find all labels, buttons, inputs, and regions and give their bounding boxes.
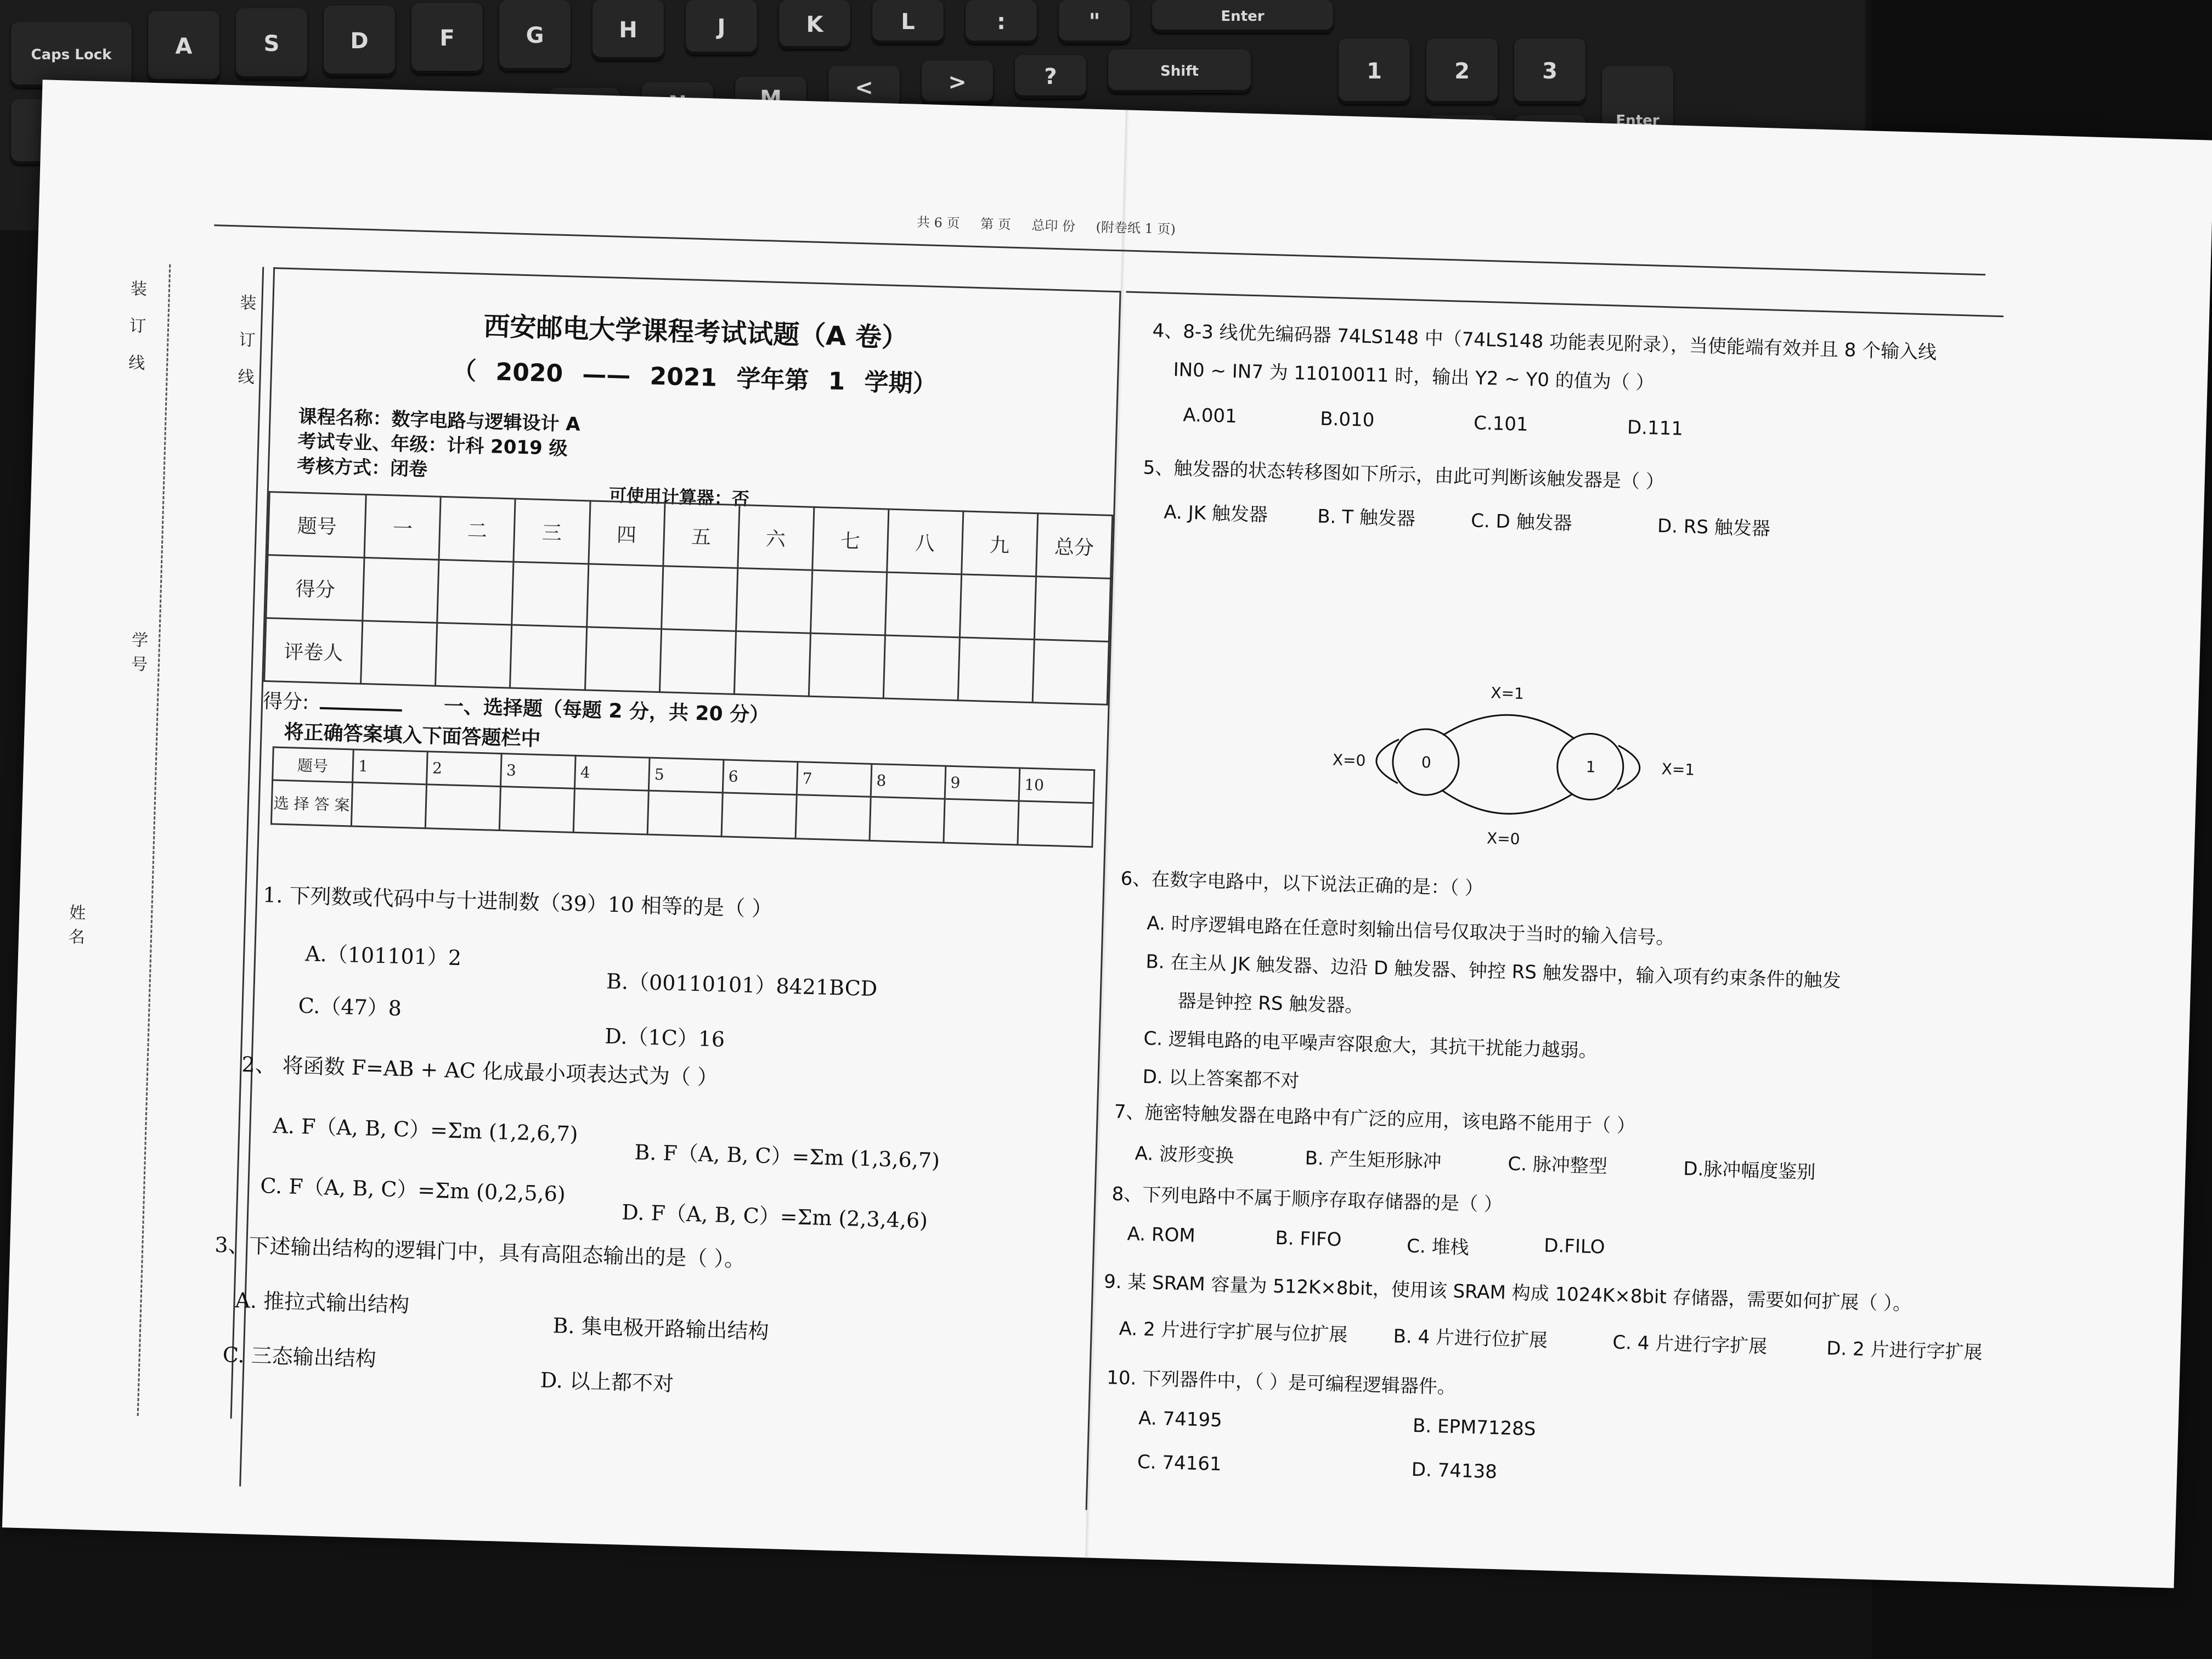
question-4-line2: IN0 ~ IN7 为 11010011 时，输出 Y2 ~ Y0 的值为（ ） [1173, 358, 1655, 394]
key: M [735, 77, 806, 121]
option: D.FILO [1543, 1234, 1605, 1259]
option: C. F（A, B, C）=Σm (0,2,5,6) [259, 1173, 566, 1206]
option: A. ROM [1127, 1223, 1196, 1247]
option: C.（47）8 [298, 993, 402, 1021]
numpad-key: 2 [1426, 38, 1498, 104]
name-label: 姓名 [65, 904, 86, 952]
option: B. 4 片进行位扩展 [1393, 1325, 1548, 1352]
option: B.010 [1319, 408, 1375, 432]
key: F [411, 3, 483, 74]
option: A. 2 片进行字扩展与位扩展 [1119, 1317, 1348, 1346]
section1-title: 一、选择题（每题 2 分，共 20 分） [443, 695, 770, 727]
question-4: 4、8-3 线优先编码器 74LS148 中（74LS148 功能表见附录），当使能端有效并且 8 个输入线 [1152, 319, 1937, 364]
question-1: 1. 下列数或代码中与十进制数（39）10 相等的是（ ） [262, 883, 773, 921]
binding-label: 装 订 线 [234, 294, 256, 393]
option: A. F（A, B, C）=Σm (1,2,6,7) [272, 1113, 579, 1147]
option: D.脉冲幅度鉴别 [1683, 1158, 1816, 1184]
option: A. 波形变换 [1135, 1142, 1234, 1167]
page-meta: 共 6 页 第 页 总印 份 (附卷纸 1 页) [916, 214, 1176, 237]
arc-bottom-label: X=0 [1486, 829, 1520, 848]
question-8: 8、下列电路中不属于顺序存取存储器的是（ ） [1111, 1183, 1503, 1216]
arc-top-label: X=1 [1490, 684, 1525, 703]
numpad-key: 3 [1514, 38, 1585, 104]
option: 器是钟控 RS 触发器。 [1177, 990, 1364, 1018]
question-9: 9. 某 SRAM 容量为 512K×8bit，使用该 SRAM 构成 1024K×8bit 存储器，需要如何扩展（ ）。 [1103, 1271, 1912, 1316]
numpad-key: 1 [1339, 38, 1410, 104]
left-page [214, 267, 1121, 1510]
option: B. T 触发器 [1317, 505, 1416, 531]
option: C. D 触发器 [1470, 510, 1573, 535]
arc-1-to-0 [1441, 790, 1573, 816]
option: B. F（A, B, C）=Σm (1,3,6,7) [634, 1140, 940, 1173]
option: A. 74195 [1138, 1407, 1223, 1432]
option: B. 集电极开路输出结构 [552, 1313, 770, 1344]
option: D. 2 片进行字扩展 [1826, 1337, 1983, 1364]
question-2: 2、 将函数 F=AB + AC 化成最小项表达式为（ ） [241, 1052, 719, 1090]
key: " [1059, 0, 1130, 44]
key: K [779, 0, 850, 49]
section1-score: 得分: [263, 686, 414, 718]
option: D. 以上答案都不对 [1142, 1065, 1300, 1092]
option: C. 74161 [1137, 1451, 1222, 1476]
state-0-label: 0 [1421, 753, 1432, 772]
option: C. 脉冲整型 [1507, 1153, 1608, 1178]
key-caps-lock: Caps Lock [11, 22, 132, 88]
exam-method: 考核方式：闭卷 [296, 455, 428, 481]
key: > [922, 60, 993, 104]
key: < [828, 66, 900, 110]
option: A. 推拉式输出结构 [235, 1288, 410, 1317]
exam-term: （ 2020 —— 2021 学年第 1 学期） [452, 357, 938, 398]
question-7: 7、施密特触发器在电路中有广泛的应用，该电路不能用于（ ） [1114, 1101, 1636, 1138]
option: C. 三态输出结构 [222, 1342, 377, 1372]
key: A [148, 11, 219, 82]
exam-major: 考试专业、年级：计科 2019 级 [297, 430, 568, 460]
option: A. JK 触发器 [1163, 501, 1268, 526]
key: J [686, 0, 757, 55]
option: D. 74138 [1411, 1458, 1498, 1483]
state-transition-diagram [1330, 672, 1719, 857]
key-shift-right: Shift [1108, 49, 1251, 93]
exam-paper [2, 80, 2212, 1588]
key: D [324, 5, 395, 77]
option: C. 堆栈 [1406, 1235, 1470, 1259]
answer-table: 题号 1 2 3 4 5 6 7 8 9 10 选 择 答 案 [270, 746, 1095, 848]
option: B. FIFO [1274, 1227, 1342, 1251]
option: B. 在主从 JK 触发器、边沿 D 触发器、钟控 RS 触发器中，输入项有约束条件的触发 [1145, 951, 1842, 992]
loop-left-label: X=0 [1332, 751, 1366, 770]
state-1-label: 1 [1585, 758, 1596, 776]
course-name: 课程名称：数字电路与逻辑设计 A [298, 405, 581, 436]
right-page [1092, 291, 2004, 1535]
question-3: 3、下述输出结构的逻辑门中，具有高阻态输出的是（ ）。 [214, 1232, 746, 1272]
option: A.001 [1182, 404, 1238, 428]
key: : [966, 0, 1037, 44]
option: B. EPM7128S [1412, 1414, 1536, 1441]
student-no-label: 学号 [127, 631, 148, 680]
key: G [499, 0, 571, 71]
option: D. F（A, B, C）=Σm (2,3,4,6) [621, 1200, 928, 1233]
key: S [236, 8, 307, 80]
loop-right-label: X=1 [1661, 760, 1695, 779]
option: A. 时序逻辑电路在任意时刻输出信号仅取决于当时的输入信号。 [1146, 912, 1675, 949]
binding-label: 装 订 线 [125, 279, 147, 379]
score-table: 题号 一 二 三 四 五 六 七 八 九 总分 得分 评卷人 [263, 491, 1113, 706]
option: D.（1C）16 [604, 1024, 725, 1052]
section1-note: 将正确答案填入下面答题栏中 [284, 720, 541, 751]
question-5: 5、触发器的状态转移图如下所示，由此可判断该触发器是（ ） [1143, 456, 1665, 494]
key: ? [1015, 55, 1086, 99]
option: C. 4 片进行字扩展 [1612, 1331, 1768, 1358]
calculator-note: 可使用计算器：否 [608, 484, 750, 510]
arc-0-to-1 [1443, 713, 1575, 739]
key: H [592, 0, 664, 60]
option: B. 产生矩形脉冲 [1305, 1147, 1442, 1173]
exam-title: 西安邮电大学课程考试试题（A 卷） [483, 311, 909, 354]
option: C. 逻辑电路的电平噪声容限愈大，其抗干扰能力越弱。 [1143, 1027, 1598, 1063]
option: C.101 [1473, 412, 1529, 436]
option: B.（00110101）8421BCD [606, 969, 878, 1001]
numpad-enter: Enter [1602, 66, 1673, 176]
option: D. RS 触发器 [1657, 515, 1771, 540]
question-6: 6、在数字电路中，以下说法正确的是：（ ） [1120, 867, 1484, 900]
option: D.111 [1627, 416, 1684, 440]
question-10: 10. 下列器件中，（ ）是可编程逻辑器件。 [1106, 1367, 1457, 1399]
option: D. 以上都不对 [540, 1368, 674, 1396]
option: A.（101101）2 [304, 941, 462, 970]
key-enter: Enter [1152, 0, 1333, 33]
key: L [872, 0, 944, 44]
